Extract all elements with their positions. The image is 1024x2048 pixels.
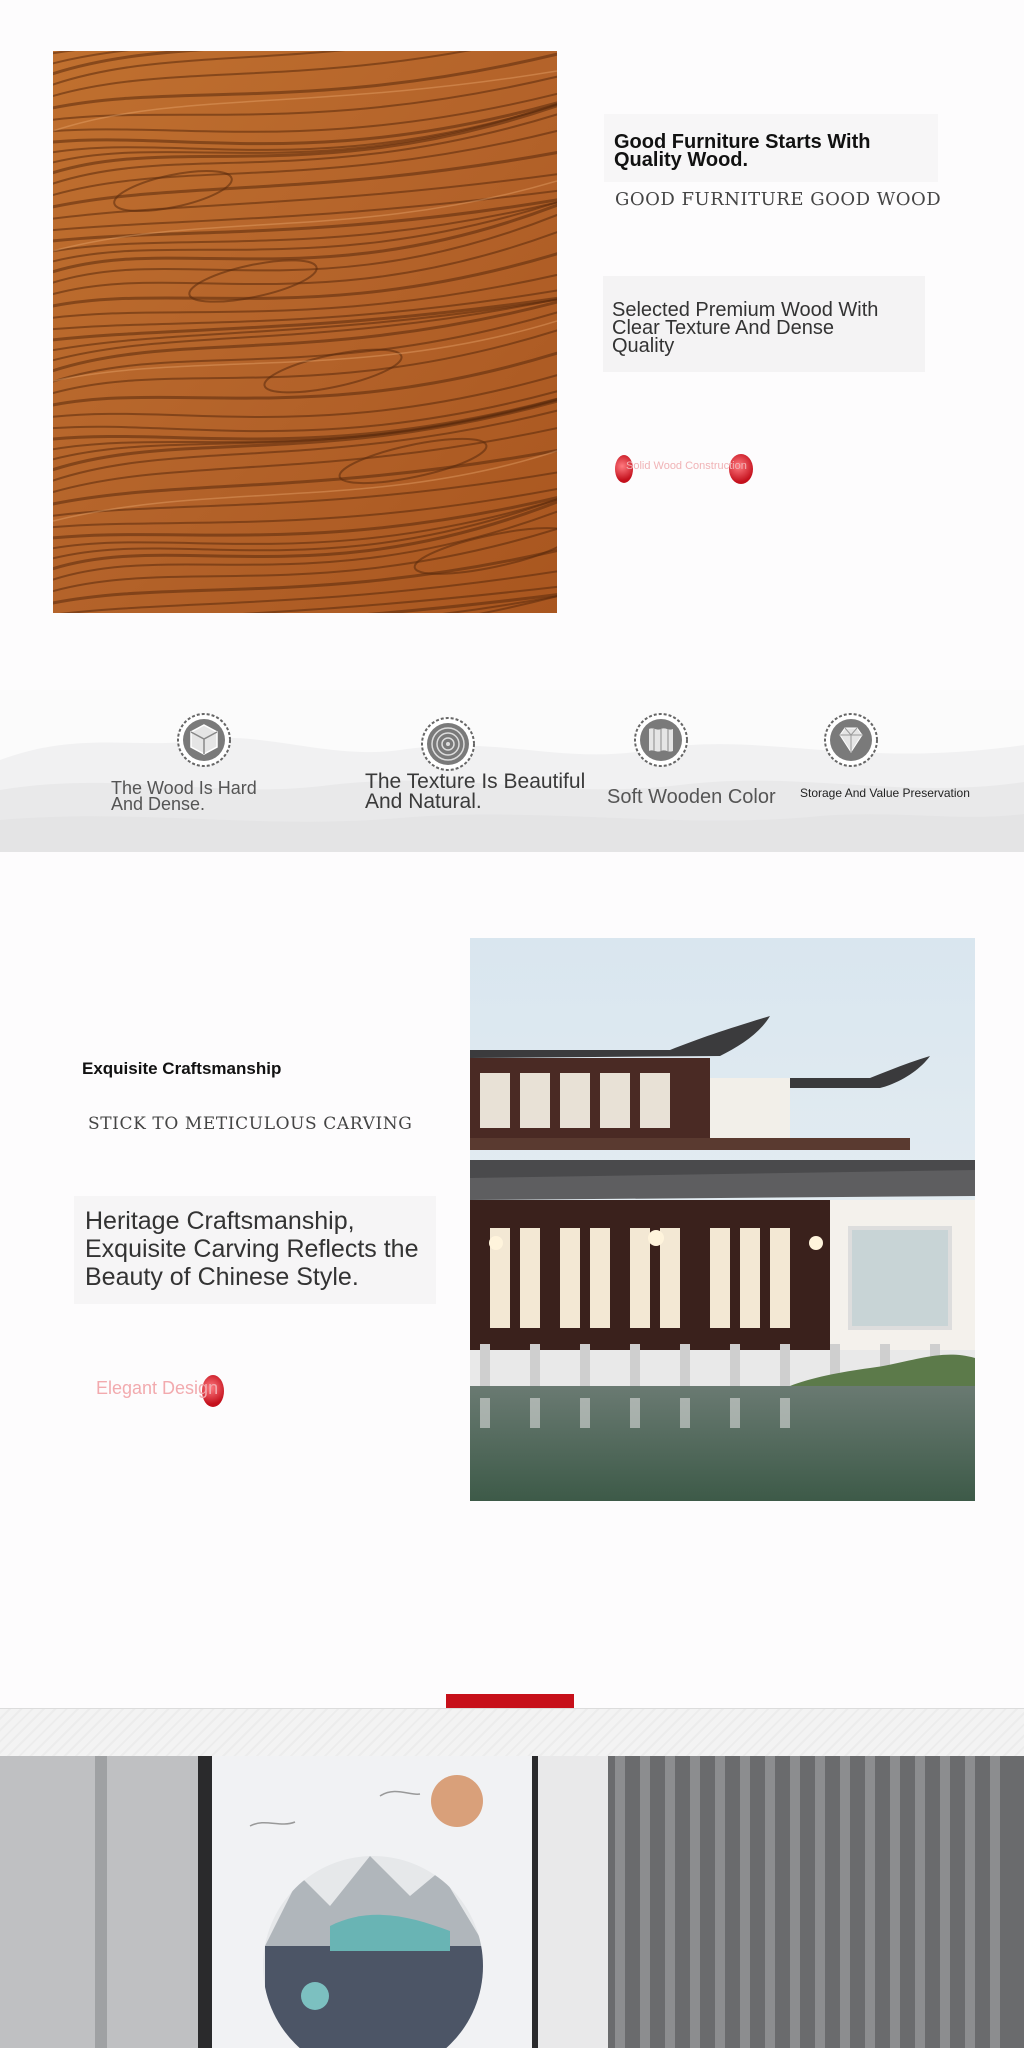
intro-subtitle: GOOD FURNITURE GOOD WOOD: [615, 189, 942, 210]
feature-label-storage: Storage And Value Preservation: [800, 786, 970, 800]
feature-label-color: Soft Wooden Color: [607, 786, 776, 808]
features-strip: [0, 690, 1024, 852]
chinese-building-image: [470, 938, 975, 1501]
craft-subtitle: STICK TO METICULOUS CARVING: [88, 1114, 413, 1134]
cube-icon: [177, 713, 231, 767]
elegant-design-tag: [90, 1368, 240, 1408]
intro-title: Good Furniture Starts With Quality Wood.: [614, 131, 871, 171]
wood-grain-icon: [634, 713, 688, 767]
section-accent-bar: [446, 1694, 574, 1708]
solid-wood-tag-label: Solid Wood Construction: [626, 460, 747, 472]
craft-description: Heritage Craftsmanship, Exquisite Carving Reflects the Beauty of Chinese Style.: [85, 1207, 419, 1291]
craft-title: Exquisite Craftsmanship: [82, 1059, 282, 1078]
feature-label-texture: The Texture Is Beautiful And Natural.: [365, 770, 586, 813]
tree-rings-icon: [421, 717, 475, 771]
elegant-design-tag-label: Elegant Design: [96, 1378, 219, 1398]
diamond-icon: [824, 713, 878, 767]
intro-description: Selected Premium Wood With Clear Texture And Dense Quality: [612, 299, 879, 357]
interior-artwork-image: [0, 1756, 1024, 2048]
wood-texture-image: [53, 51, 557, 613]
striped-divider: [0, 1708, 1024, 1757]
solid-wood-tag: [612, 450, 764, 486]
feature-label-hard: The Wood Is Hard And Dense.: [111, 778, 257, 814]
